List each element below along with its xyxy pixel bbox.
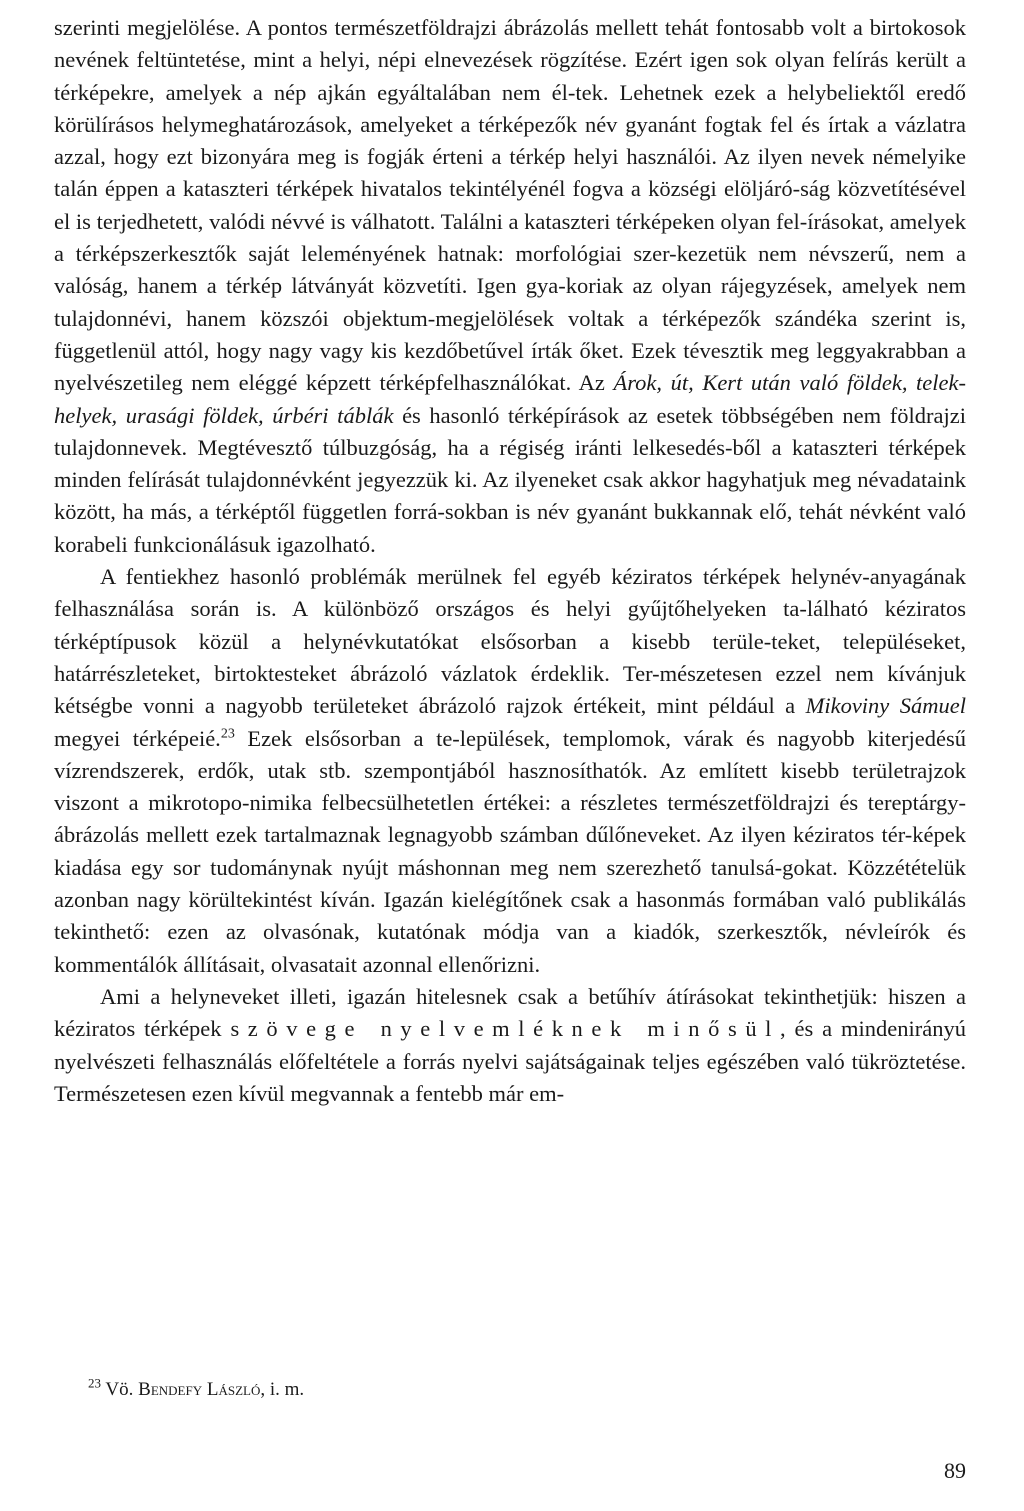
- text-segment: Ami a helyneveket illeti, igazán hitelesnek csak a betűhív átírásokat tekinthetjük: hiszen a kéziratos térképek: [54, 983, 966, 1042]
- text-segment: Ezek elsősorban a te-lepülések, templomok, várak és nagyobb kiterjedésű vízrendszerek, erdők, utak stb. szempontjából hasznosíthatók. Az említett kisebb területrajzok viszont a mikrotopo-nimika felbecsülhetetlen értékei: a részletes természetföldrajzi és tereptárgy-ábrázolás mellett ezek tartalmaznak legnagyobb számban dűlőneveket. Az ilyen kéziratos tér-képek kiadása egy sor tudománynak nyújt máshonnan meg nem szerezhető tanulsá-gokat. Közzétételük azonban nagy körültekintést kíván. Igazán kielégítőnek csak a hasonmás formában való publikálás tekinthető: ezen az olvasónak, kutatónak módja van a kiadók, szerkesztők, névleírók és kommentálók állításait, olvasatait azonnal ellenőrizni.: [54, 725, 966, 977]
- text-segment: szerinti megjelölése. A pontos természetföldrajzi ábrázolás mellett tehát fontosabb volt a birtokosok nevének feltüntetése, mint a helyi, népi elnevezések rögzítése. Ezért igen sok olyan felírás került a térképekre, amelyek a nép ajkán egyáltalában nem él-tek. Lehetnek ezek a helybeliektől eredő körülírásos helymeghatározások, amelyeket a térképezők név gyanánt fogtak fel és írtak a vázlatra azzal, hogy ezt bizonyára meg is fogják érteni a térkép helyi használói. Az ilyen nevek némelyike talán éppen a kataszteri térképek hivatalos tekintélyénél fogva a községi elöljáró-ság közvetítésével el is terjedhetett, valódi névvé is válhatott. Találni a kataszteri térképeken olyan fel-írásokat, amelyek a térképszerkesztők saját leleményének hatnak: morfológiai szer-kezetük nem névszerű, nem a valóság, hanem a térkép látványát közvetíti. Igen gya-koriak az olyan rájegyzések, amelyek nem tulajdonnévi, hanem közszói objektum-megjelölések voltak a térképezők szándéka szerint is, függetlenül attól, hogy nagy vagy kis kezdőbetűvel írták őket. Ezek tévesztik meg leggyakrabban a nyelvészetileg nem eléggé képzett térképfelhasználókat. Az: [54, 15, 966, 396]
- text-segment: és hasonló térképírások az esetek többségében nem földrajzi tulajdonnevek. Megtévesztő túlbuzgóság, ha a régiség iránti lelkesedés-ből a kataszteri térképek minden felírását tulajdonnévként jegyezzük ki. Az ilyeneket csak akkor hagyhatjuk meg névadataink között, ha más, a térképtől független forrá-sokban is név gyanánt bukkannak elő, tehát névként való korabeli funkcionálásuk igazolható.: [54, 402, 966, 557]
- text-segment: szövege nyelvemléknek minősül: [230, 1016, 781, 1042]
- footnote-prefix: Vö.: [105, 1379, 139, 1400]
- text-segment: Mikoviny Sámuel: [805, 693, 966, 719]
- footnote-suffix: , i. m.: [260, 1379, 305, 1400]
- footnote-author: Bendefy László: [138, 1379, 261, 1400]
- footnote-number: 23: [88, 1375, 101, 1391]
- text-segment: Árok, út, Kert után való földek, telek-helyek, urasági földek, úrbéri táblák: [54, 370, 966, 428]
- footnote-reference: 23: [220, 726, 235, 742]
- text-segment: A fentiekhez hasonló problémák merülnek fel egyéb kéziratos térképek helynév-anyagának felhasználása során is. A különböző országos és helyi gyűjtőhelyeken ta-lálható kéziratos térképtípusok közül a helynévkutatókat elsősorban a kisebb terüle-teket, településeket, határrészleteket, birtoktesteket ábrázoló vázlatok érdeklik. Ter-mészetesen ezzel nem kívánjuk kétségbe vonni a nagyobb területeket ábrázoló rajzok értékeit, mint például a: [54, 564, 966, 719]
- page-number: 89: [944, 1458, 966, 1483]
- paragraph: [54, 981, 966, 1110]
- footnote: [88, 1375, 305, 1402]
- paragraph: [54, 561, 966, 981]
- text-segment: megyei térképeié.: [54, 725, 221, 751]
- page-body: [54, 12, 966, 1110]
- text-segment: , és a mindenirányú nyelvészeti felhasználás előfeltétele a forrás nyelvi sajátságainak teljes egészében való tükröztetése. Természetesen ezen kívül megvannak a fentebb már em-: [54, 1016, 967, 1106]
- paragraph: [54, 12, 966, 561]
